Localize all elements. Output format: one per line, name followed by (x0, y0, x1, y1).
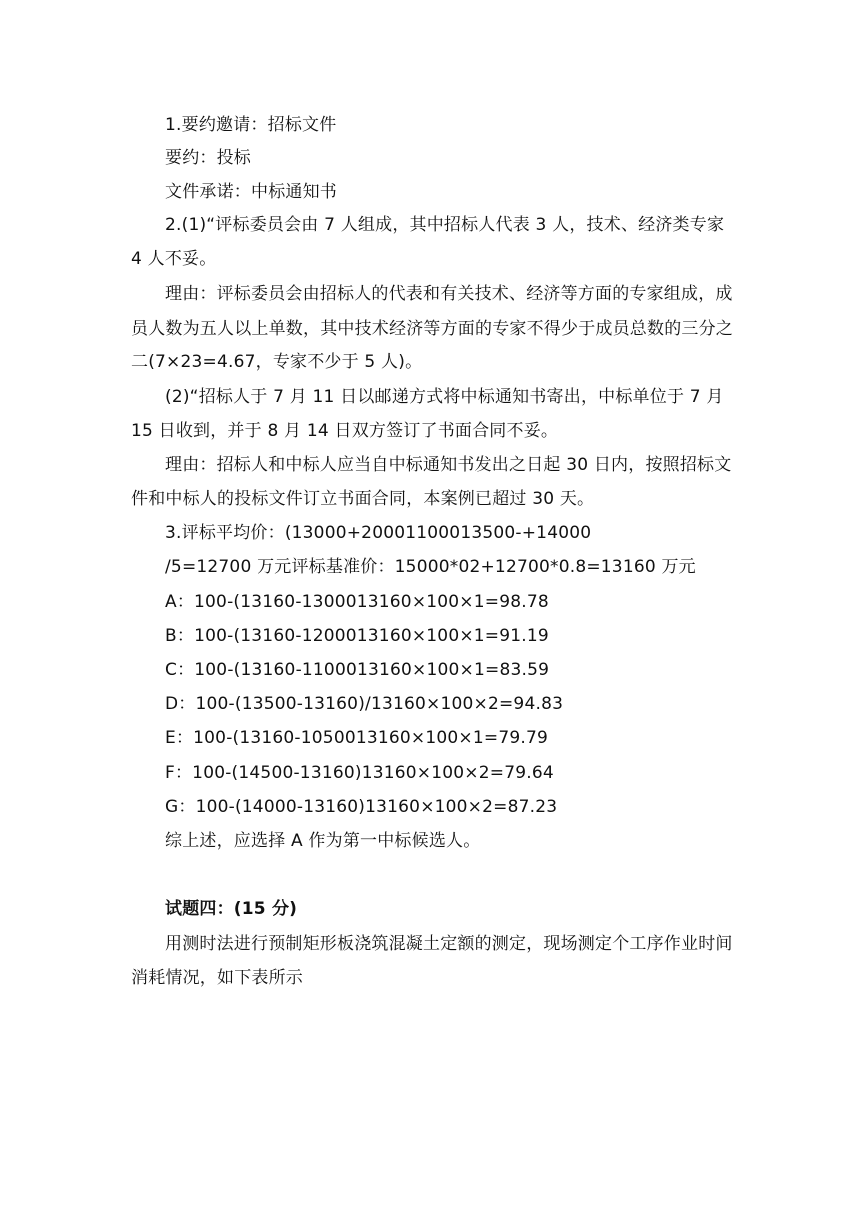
text-line-9: (2)“招标人于 7 月 11 日以邮递方式将中标通知书寄出，中标单位于 7 月 (165, 387, 724, 407)
text-line-15: A：100-(13160-1300013160×100×1=98.78 (165, 592, 549, 612)
text-line-6: 理由：评标委员会由招标人的代表和有关技术、经济等方面的专家组成，成 (165, 284, 733, 304)
text-line-1: 1.要约邀请：招标文件 (165, 115, 337, 135)
text-line-4: 2.(1)“评标委员会由 7 人组成，其中招标人代表 3 人，技术、经济类专家 (165, 215, 725, 235)
text-line-18: D：100-(13500-13160)/13160×100×2=94.83 (165, 694, 564, 714)
text-line-14: /5=12700 万元评标基准价：15000*02+12700*0.8=13160 万元 (165, 557, 696, 577)
text-line-13: 3.评标平均价：(13000+20001100013500-+14000 (165, 523, 592, 543)
text-line-3: 文件承诺：中标通知书 (165, 182, 337, 202)
text-line-19: E：100-(13160-1050013160×100×1=79.79 (165, 728, 548, 748)
text-line-11: 理由：招标人和中标人应当自中标通知书发出之日起 30 日内，按照招标文 (165, 455, 732, 475)
section-heading: 试题四：(15 分) (165, 899, 298, 919)
text-line-22: 综上述，应选择 A 作为第一中标候选人。 (165, 831, 481, 851)
text-line-25: 消耗情况，如下表所示 (131, 968, 303, 988)
text-line-16: B：100-(13160-1200013160×100×1=91.19 (165, 626, 549, 646)
text-line-5: 4 人不妥。 (131, 249, 217, 269)
text-line-10: 15 日收到，并于 8 月 14 日双方签订了书面合同不妥。 (131, 421, 559, 441)
text-line-8: 二(7×23=4.67，专家不少于 5 人)。 (131, 352, 423, 372)
text-line-21: G：100-(14000-13160)13160×100×2=87.23 (165, 797, 558, 817)
text-line-20: F：100-(14500-13160)13160×100×2=79.64 (165, 763, 554, 783)
text-line-7: 员人数为五人以上单数，其中技术经济等方面的专家不得少于成员总数的三分之 (131, 319, 733, 339)
text-line-24: 用测时法进行预制矩形板浇筑混凝土定额的测定，现场测定个工序作业时间 (165, 934, 733, 954)
text-line-2: 要约：投标 (165, 148, 251, 168)
text-line-12: 件和中标人的投标文件订立书面合同，本案例已超过 30 天。 (131, 489, 595, 509)
text-line-17: C：100-(13160-1100013160×100×1=83.59 (165, 660, 550, 680)
